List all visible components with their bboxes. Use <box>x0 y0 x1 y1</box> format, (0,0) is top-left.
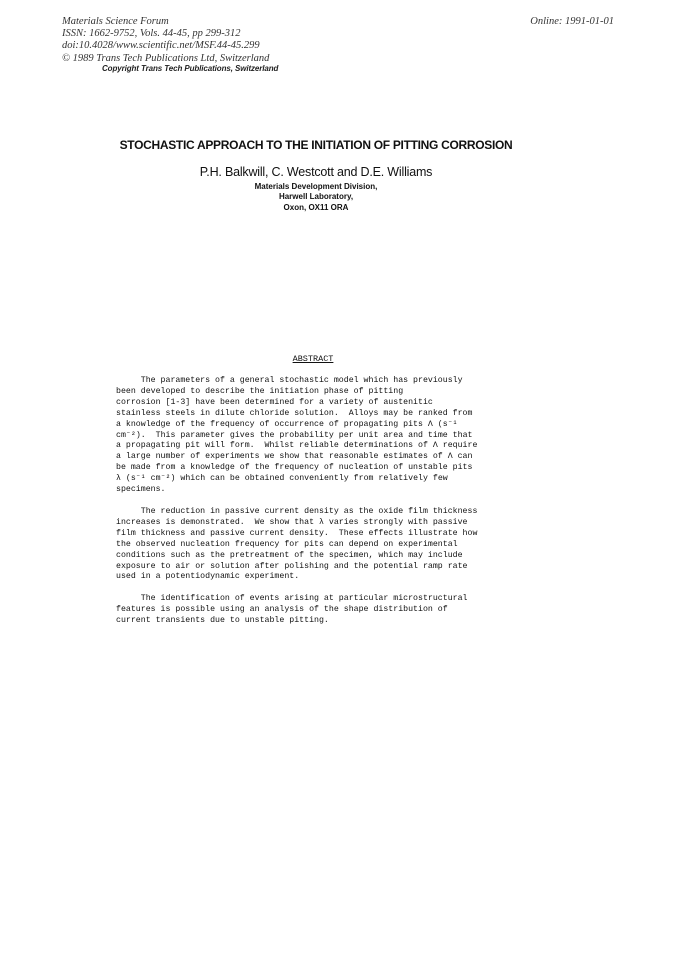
text-line: used in a potentiodynamic experiment. <box>116 572 300 582</box>
text-line: The reduction in passive current density as the oxide film thickness <box>116 506 478 516</box>
text-line: cm⁻²). This parameter gives the probability per unit area and time that <box>116 430 473 440</box>
affiliation-line: Materials Development Division, <box>254 182 378 191</box>
abstract-paragraph <box>116 507 477 583</box>
text-line: stainless steels in dilute chloride solution. Alloys may be ranked from <box>116 408 473 418</box>
abstract-body <box>116 376 477 627</box>
issn-line: ISSN: 1662-9752, Vols. 44-45, pp 299-312 <box>62 28 241 40</box>
text-line: a knowledge of the frequency of occurrence of propagating pits Λ (s⁻¹ <box>116 419 458 429</box>
text-line: film thickness and passive current density. These effects illustrate how <box>116 528 478 538</box>
abstract-heading: ABSTRACT <box>292 354 334 364</box>
text-line: λ (s⁻¹ cm⁻²) which can be obtained conveniently from relatively few <box>116 474 448 484</box>
text-line: current transients due to unstable pitting. <box>116 616 329 626</box>
affiliation-line: Harwell Laboratory, <box>278 192 354 202</box>
text-line: The parameters of a general stochastic model which has previously <box>116 376 463 385</box>
text-line: The identification of events arising at particular microstructural <box>116 594 468 604</box>
citation-header <box>62 16 269 65</box>
affiliation-line: Oxon, OX11 ORA <box>283 202 349 212</box>
paper-authors: P.H. Balkwill, C. Westcott and D.E. Williams <box>199 165 433 179</box>
abstract-paragraph <box>116 376 477 496</box>
text-line: features is possible using an analysis of the shape distribution of <box>116 605 448 615</box>
text-line: the observed nucleation frequency for pits can depend on experimental <box>116 539 458 549</box>
affiliation-block <box>0 182 632 213</box>
text-line: be made from a knowledge of the frequency of nucleation of unstable pits <box>116 463 473 473</box>
text-line: exposure to air or solution after polishing and the potential ramp rate <box>116 561 468 571</box>
text-line: specimens. <box>116 485 166 495</box>
text-line: been developed to describe the initiation phase of pitting <box>116 386 404 396</box>
abstract-paragraph <box>116 594 477 627</box>
copyright-stamp: Copyright Trans Tech Publications, Switzerland <box>102 64 279 73</box>
doi-line: doi:10.4028/www.scientific.net/MSF.44-45.299 <box>62 40 260 52</box>
text-line: corrosion [1-3] have been determined for a variety of austenitic <box>116 397 433 407</box>
copyright-line: © 1989 Trans Tech Publications Ltd, Switzerland <box>62 52 270 64</box>
journal-name: Materials Science Forum <box>62 16 169 27</box>
online-date: Online: 1991-01-01 <box>530 16 614 27</box>
paper-title: STOCHASTIC APPROACH TO THE INITIATION OF PITTING CORROSION <box>119 138 513 152</box>
text-line: conditions such as the pretreatment of the specimen, which may include <box>116 550 463 560</box>
text-line: increases is demonstrated. We show that λ varies strongly with passive <box>116 517 468 527</box>
text-line: a large number of experiments we show that reasonable estimates of Λ can <box>116 452 473 462</box>
text-line: a propagating pit will form. Whilst reliable determinations of Λ require <box>116 441 478 451</box>
